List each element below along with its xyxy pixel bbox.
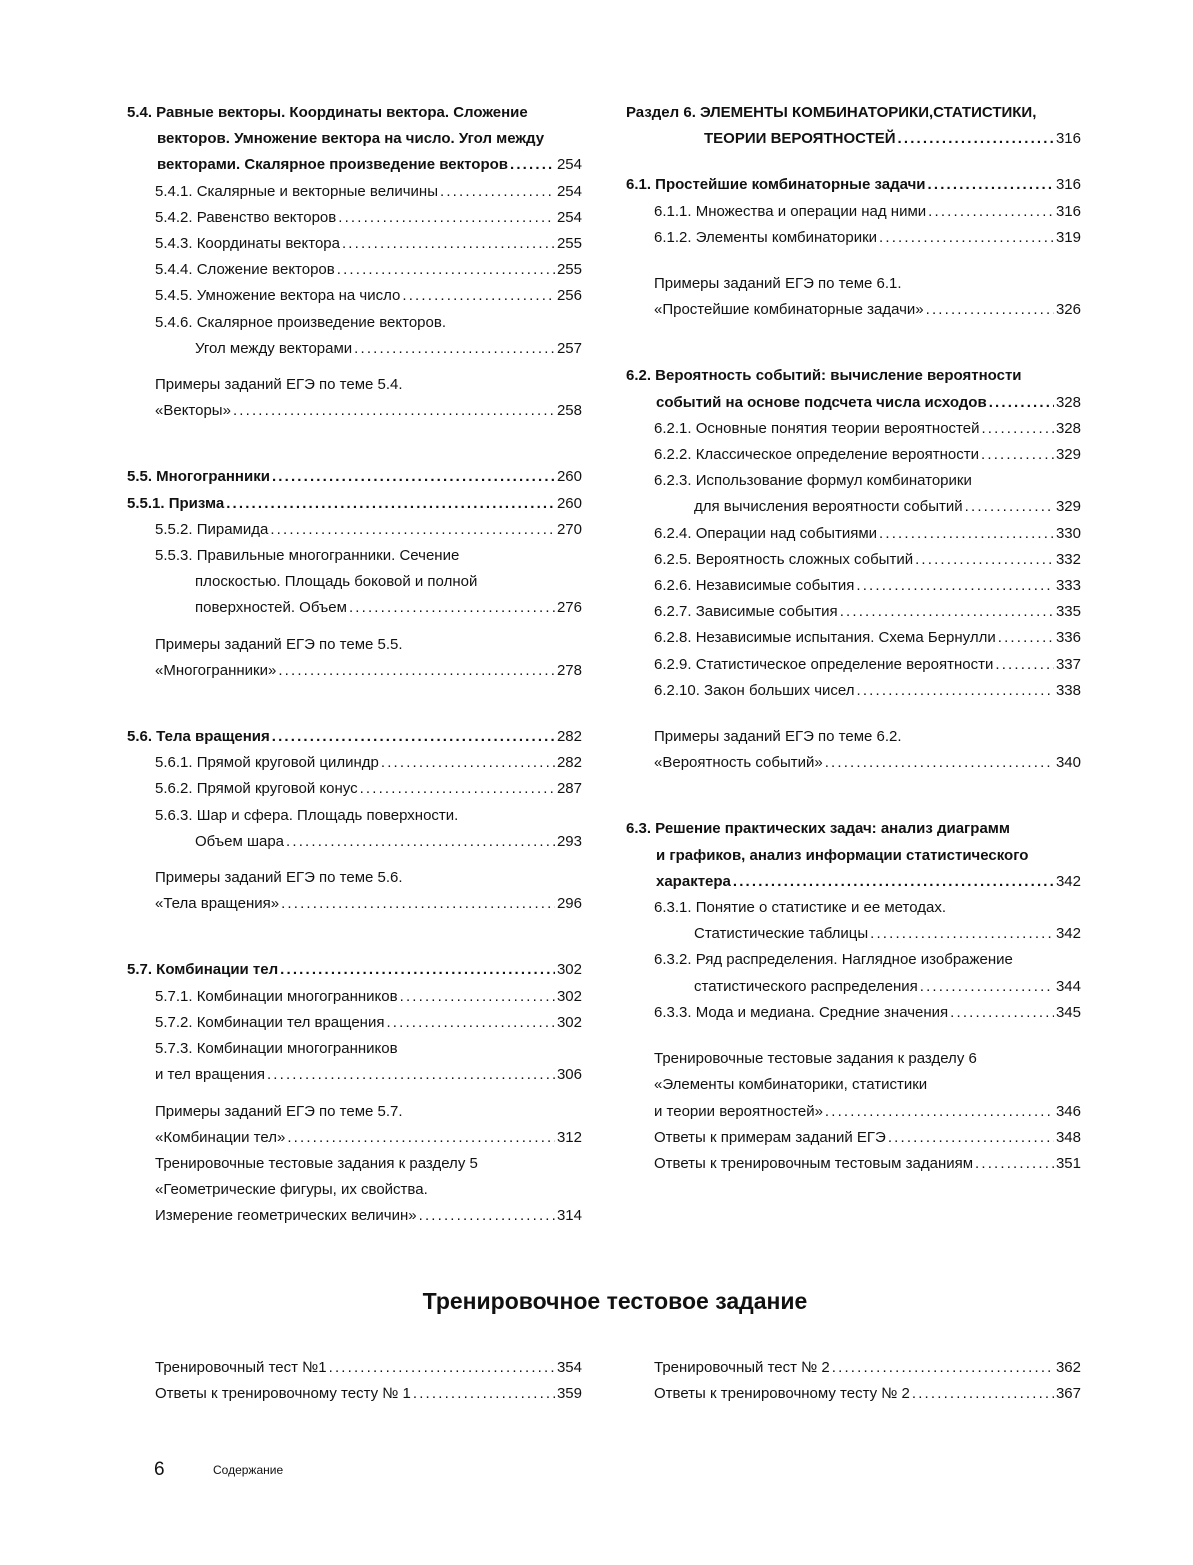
toc-page: 302 xyxy=(556,987,582,1005)
toc-line: «Комбинации тел» xyxy=(155,1128,286,1146)
toc-entry-5-5-3 xyxy=(127,543,582,622)
leader-dots xyxy=(981,416,1054,442)
toc-entry-section-6 xyxy=(626,100,1081,152)
leader-dots xyxy=(386,1010,555,1036)
toc-line: 6.2.9. Статистическое определение вероятности xyxy=(654,655,994,673)
leader-dots xyxy=(898,126,1054,152)
leader-dots xyxy=(270,517,555,543)
toc-page: 254 xyxy=(556,182,582,200)
toc-entry-6-1-2 xyxy=(626,225,1081,251)
leader-dots xyxy=(928,199,1054,225)
leader-dots xyxy=(267,1062,555,1088)
toc-line: и теории вероятностей» xyxy=(654,1102,823,1120)
toc-entry-5-4-4 xyxy=(127,257,582,283)
toc-entry-test-2 xyxy=(654,1355,1081,1381)
leader-dots xyxy=(879,521,1054,547)
toc-line: 5.5.1. Призма xyxy=(127,494,225,512)
leader-dots xyxy=(349,595,555,621)
leader-dots xyxy=(338,205,555,231)
leader-dots xyxy=(995,652,1054,678)
toc-page: 332 xyxy=(1055,550,1081,568)
toc-entry-5-4-2 xyxy=(127,205,582,231)
toc-entry-5-5 xyxy=(127,464,582,490)
toc-line: 5.7.2. Комбинации тел вращения xyxy=(155,1013,385,1031)
toc-line: поверхностей. Объем xyxy=(195,599,347,617)
toc-entry-6-2-10 xyxy=(626,678,1081,704)
toc-line: Примеры заданий ЕГЭ по теме 6.1. xyxy=(654,275,902,293)
toc-line: 6.3.2. Ряд распределения. Наглядное изображение xyxy=(654,951,1013,969)
toc-page: 306 xyxy=(556,1066,582,1084)
toc-entry-5-7-1 xyxy=(127,984,582,1010)
toc-line: 5.5.3. Правильные многогранники. Сечение xyxy=(155,547,460,565)
toc-line: 5.4.1. Скалярные и векторные величины xyxy=(155,182,438,200)
toc-page: 260 xyxy=(556,468,582,486)
toc-line: «Элементы комбинаторики, статистики xyxy=(654,1076,928,1094)
toc-line: 6.1. Простейшие комбинаторные задачи xyxy=(626,176,926,194)
toc-line: 5.4.2. Равенство векторов xyxy=(155,208,337,226)
toc-line: Тренировочные тестовые задания к разделу 5 xyxy=(155,1154,478,1172)
toc-page: 367 xyxy=(1055,1385,1081,1403)
leader-dots xyxy=(915,547,1054,573)
leader-dots xyxy=(440,179,555,205)
leader-dots xyxy=(337,257,555,283)
toc-page: 351 xyxy=(1055,1154,1081,1172)
toc-line: Ответы к тренировочному тесту № 2 xyxy=(654,1385,910,1403)
toc-entry-examples-5-4 xyxy=(127,372,582,424)
toc-line: 5.7.3. Комбинации многогранников xyxy=(155,1040,398,1058)
toc-page: 258 xyxy=(556,402,582,420)
toc-entry-5-6 xyxy=(127,724,582,750)
toc-line: Тренировочные тестовые задания к разделу 6 xyxy=(654,1050,977,1068)
toc-page: 276 xyxy=(556,599,582,617)
leader-dots xyxy=(825,1099,1054,1125)
toc-entry-5-6-2 xyxy=(127,776,582,802)
leader-dots xyxy=(287,1125,555,1151)
toc-line: 5.6.2. Прямой круговой конус xyxy=(155,780,358,798)
toc-line: плоскостью. Площадь боковой и полной xyxy=(195,573,478,591)
toc-entry-5-6-3 xyxy=(127,803,582,855)
toc-page: 296 xyxy=(556,895,582,913)
toc-entry-6-1 xyxy=(626,172,1081,198)
toc-page: 282 xyxy=(556,728,582,746)
toc-entry-6-2-1 xyxy=(626,416,1081,442)
toc-line: Тренировочный тест №1 xyxy=(155,1359,327,1376)
toc-entry-5-7 xyxy=(127,957,582,983)
toc-page: 336 xyxy=(1055,629,1081,647)
toc-line: 5.4.6. Скалярное произведение векторов. xyxy=(155,313,446,331)
toc-line: Угол между векторами xyxy=(195,339,353,357)
leader-dots xyxy=(825,750,1054,776)
toc-line: 6.3.3. Мода и медиана. Средние значения xyxy=(654,1003,949,1021)
toc-page: 255 xyxy=(556,235,582,253)
toc-page: 302 xyxy=(556,961,582,979)
leader-dots xyxy=(888,1125,1054,1151)
toc-page: 319 xyxy=(1055,228,1081,246)
toc-line: 6.1.2. Элементы комбинаторики xyxy=(654,228,878,246)
toc-entry-6-3 xyxy=(626,816,1081,895)
toc-entry-examples-6-2 xyxy=(626,724,1081,776)
toc-entry-6-3-1 xyxy=(626,895,1081,947)
toc-line: Измерение геометрических величин» xyxy=(155,1207,417,1225)
toc-line: векторами. Скалярное произведение векторов xyxy=(157,156,509,174)
toc-page: 255 xyxy=(556,261,582,279)
toc-page: 316 xyxy=(1055,130,1081,148)
toc-page: 348 xyxy=(1055,1128,1081,1146)
toc-entry-6-2-2 xyxy=(626,442,1081,468)
toc-page: 338 xyxy=(1055,681,1081,699)
toc-entry-6-3-3 xyxy=(626,1000,1081,1026)
toc-page: 337 xyxy=(1055,655,1081,673)
toc-line: 5.6.3. Шар и сфера. Площадь поверхности. xyxy=(155,806,459,824)
toc-page: 256 xyxy=(556,287,582,305)
toc-entry-examples-5-6 xyxy=(127,865,582,917)
toc-entry-5-4-5 xyxy=(127,283,582,309)
toc-entry-5-6-1 xyxy=(127,750,582,776)
toc-entry-training-5 xyxy=(127,1151,582,1230)
toc-entry-6-2-9 xyxy=(626,652,1081,678)
toc-line: и тел вращения xyxy=(155,1066,265,1084)
toc-entry-answers-test-2 xyxy=(654,1381,1081,1407)
leader-dots xyxy=(965,494,1054,520)
toc-entry-5-7-2 xyxy=(127,1010,582,1036)
toc-left-column xyxy=(127,100,582,1230)
toc-line: Примеры заданий ЕГЭ по теме 5.6. xyxy=(155,869,403,887)
leader-dots xyxy=(920,974,1054,1000)
toc-line: 5.5.2. Пирамида xyxy=(155,520,269,538)
toc-line: ТЕОРИИ ВЕРОЯТНОСТЕЙ xyxy=(704,130,896,148)
toc-line: статистического распределения xyxy=(694,977,918,995)
toc-line: «Векторы» xyxy=(155,402,231,420)
toc-entry-examples-5-7 xyxy=(127,1099,582,1151)
toc-line: Ответы к примерам заданий ЕГЭ xyxy=(654,1128,886,1146)
page-number: 6 xyxy=(154,1459,165,1480)
leader-dots xyxy=(413,1381,555,1407)
toc-page: 362 xyxy=(1055,1359,1081,1376)
leader-dots xyxy=(998,625,1054,651)
leader-dots xyxy=(510,152,555,178)
leader-dots xyxy=(272,464,555,490)
toc-line: «Геометрические фигуры, их свойства. xyxy=(155,1181,428,1199)
running-footer: Содержание xyxy=(213,1463,284,1477)
bottom-section-title: Тренировочное тестовое задание xyxy=(422,1288,808,1314)
toc-line: Примеры заданий ЕГЭ по теме 6.2. xyxy=(654,728,902,746)
toc-entry-5-7-3 xyxy=(127,1036,582,1088)
toc-page: 326 xyxy=(1055,301,1081,319)
toc-line: Раздел 6. ЭЛЕМЕНТЫ КОМБИНАТОРИКИ,СТАТИСТИКИ, xyxy=(626,104,1037,121)
leader-dots xyxy=(272,724,555,750)
toc-page: 254 xyxy=(556,208,582,226)
toc-right-column xyxy=(626,100,1081,1177)
leader-dots xyxy=(280,957,555,983)
toc-line: событий на основе подсчета числа исходов xyxy=(656,393,987,411)
toc-line: 6.2.10. Закон больших чисел xyxy=(654,681,855,699)
leader-dots xyxy=(975,1151,1054,1177)
toc-page: 345 xyxy=(1055,1003,1081,1021)
toc-line: Примеры заданий ЕГЭ по теме 5.5. xyxy=(155,635,403,653)
toc-line: 6.3. Решение практических задач: анализ диаграмм xyxy=(626,820,1010,838)
toc-entry-6-1-1 xyxy=(626,199,1081,225)
leader-dots xyxy=(400,984,555,1010)
toc-page: 270 xyxy=(556,520,582,538)
toc-page: 257 xyxy=(556,339,582,357)
leader-dots xyxy=(233,398,555,424)
leader-dots xyxy=(912,1381,1054,1407)
toc-line: 5.4.3. Координаты вектора xyxy=(155,235,340,253)
leader-dots xyxy=(402,283,555,309)
leader-dots xyxy=(360,776,555,802)
leader-dots xyxy=(832,1355,1054,1381)
leader-dots xyxy=(329,1355,555,1381)
toc-line: «Тела вращения» xyxy=(155,895,280,913)
leader-dots xyxy=(928,172,1054,198)
toc-page: 342 xyxy=(1055,872,1081,890)
leader-dots xyxy=(286,829,555,855)
toc-entry-training-6 xyxy=(626,1046,1081,1125)
toc-entry-6-2 xyxy=(626,363,1081,415)
leader-dots xyxy=(733,869,1054,895)
toc-line: характера xyxy=(656,872,731,890)
toc-page: 346 xyxy=(1055,1102,1081,1120)
leader-dots xyxy=(856,573,1054,599)
toc-page: 330 xyxy=(1055,524,1081,542)
toc-entry-6-2-5 xyxy=(626,547,1081,573)
bottom-left-column xyxy=(155,1355,582,1407)
leader-dots xyxy=(381,750,555,776)
toc-entry-6-2-7 xyxy=(626,599,1081,625)
toc-line: для вычисления вероятности событий xyxy=(694,498,963,516)
toc-line: Ответы к тренировочному тесту № 1 xyxy=(155,1385,411,1403)
toc-line: Объем шара xyxy=(195,832,285,850)
toc-line: 5.6.1. Прямой круговой цилиндр xyxy=(155,754,379,772)
toc-entry-6-2-8 xyxy=(626,625,1081,651)
toc-page: 344 xyxy=(1055,977,1081,995)
toc-entry-5-5-1 xyxy=(127,491,582,517)
toc-line: «Вероятность событий» xyxy=(654,754,823,772)
toc-entry-test-1 xyxy=(155,1355,582,1381)
toc-page: 312 xyxy=(556,1128,582,1146)
toc-line: «Простейшие комбинаторные задачи» xyxy=(654,301,924,319)
toc-line: Примеры заданий ЕГЭ по теме 5.4. xyxy=(155,376,403,394)
leader-dots xyxy=(950,1000,1054,1026)
leader-dots xyxy=(278,658,555,684)
toc-page: 282 xyxy=(556,754,582,772)
leader-dots xyxy=(342,231,555,257)
toc-line: 5.7.1. Комбинации многогранников xyxy=(155,987,398,1005)
toc-entry-examples-6-1 xyxy=(626,271,1081,323)
toc-entry-answers-training xyxy=(626,1151,1081,1177)
toc-page: 333 xyxy=(1055,577,1081,595)
toc-line: 6.2.8. Независимые испытания. Схема Бернулли xyxy=(654,629,996,647)
toc-line: 6.1.1. Множества и операции над ними xyxy=(654,202,927,220)
toc-entry-answers-test-1 xyxy=(155,1381,582,1407)
leader-dots xyxy=(989,390,1054,416)
bottom-right-column xyxy=(654,1355,1081,1407)
toc-line: Ответы к тренировочным тестовым заданиям xyxy=(654,1154,974,1172)
toc-line: 6.2.4. Операции над событиями xyxy=(654,524,878,542)
toc-line: 6.2. Вероятность событий: вычисление вероятности xyxy=(626,367,1022,385)
toc-line: 5.4.4. Сложение векторов xyxy=(155,261,335,279)
toc-entry-6-3-2 xyxy=(626,947,1081,999)
toc-page: 316 xyxy=(1055,176,1081,194)
toc-page: 342 xyxy=(1055,925,1081,943)
toc-entry-answers-examples xyxy=(626,1125,1081,1151)
toc-entry-5-4-6 xyxy=(127,310,582,362)
toc-line: Примеры заданий ЕГЭ по теме 5.7. xyxy=(155,1102,403,1120)
toc-page: 354 xyxy=(556,1359,582,1376)
toc-page: 302 xyxy=(556,1013,582,1031)
toc-line: 5.4.5. Умножение вектора на число xyxy=(155,287,401,305)
toc-entry-5-4-3 xyxy=(127,231,582,257)
toc-entry-6-2-3 xyxy=(626,468,1081,520)
toc-page: 329 xyxy=(1055,498,1081,516)
toc-line: векторов. Умножение вектора на число. Угол между xyxy=(157,130,545,148)
toc-page: 314 xyxy=(556,1207,582,1225)
toc-line: 6.2.1. Основные понятия теории вероятностей xyxy=(654,419,980,437)
toc-entry-6-2-6 xyxy=(626,573,1081,599)
toc-line: 6.3.1. Понятие о статистике и ее методах. xyxy=(654,899,946,917)
leader-dots xyxy=(840,599,1054,625)
toc-line: и графиков, анализ информации статистического xyxy=(656,846,1029,864)
toc-line: 6.2.3. Использование формул комбинаторики xyxy=(654,472,972,490)
toc-entry-5-4-1 xyxy=(127,179,582,205)
toc-line: Статистические таблицы xyxy=(694,925,869,943)
toc-page: 260 xyxy=(556,494,582,512)
toc-page: 278 xyxy=(556,661,582,679)
toc-entry-5-4 xyxy=(127,100,582,179)
toc-entry-examples-5-5 xyxy=(127,632,582,684)
toc-page: 316 xyxy=(1055,202,1081,220)
toc-page: 328 xyxy=(1055,393,1081,411)
toc-page: 328 xyxy=(1055,419,1081,437)
toc-entry-6-2-4 xyxy=(626,521,1081,547)
toc-page: 340 xyxy=(1055,754,1081,772)
toc-page: 329 xyxy=(1055,446,1081,464)
leader-dots xyxy=(281,891,555,917)
toc-line: 5.4. Равные векторы. Координаты вектора. Сложение xyxy=(127,104,528,121)
leader-dots xyxy=(354,336,555,362)
toc-page: 293 xyxy=(556,832,582,850)
toc-page: 287 xyxy=(556,780,582,798)
toc-line: 5.6. Тела вращения xyxy=(127,728,270,746)
toc-page: 359 xyxy=(556,1385,582,1403)
leader-dots xyxy=(926,297,1054,323)
toc-line: 6.2.2. Классическое определение вероятности xyxy=(654,446,980,464)
toc-line: 5.7. Комбинации тел xyxy=(127,961,279,979)
leader-dots xyxy=(226,491,555,517)
leader-dots xyxy=(870,921,1054,947)
toc-line: 6.2.5. Вероятность сложных событий xyxy=(654,550,914,568)
toc-page: 335 xyxy=(1055,603,1081,621)
toc-line: Тренировочный тест № 2 xyxy=(654,1359,830,1376)
toc-line: 5.5. Многогранники xyxy=(127,468,270,486)
toc-line: 6.2.7. Зависимые события xyxy=(654,603,838,621)
toc-page: 254 xyxy=(556,156,582,174)
toc-entry-5-5-2 xyxy=(127,517,582,543)
toc-line: 6.2.6. Независимые события xyxy=(654,577,855,595)
leader-dots xyxy=(419,1203,555,1229)
leader-dots xyxy=(857,678,1054,704)
toc-line: «Многогранники» xyxy=(155,661,277,679)
leader-dots xyxy=(879,225,1054,251)
leader-dots xyxy=(981,442,1054,468)
